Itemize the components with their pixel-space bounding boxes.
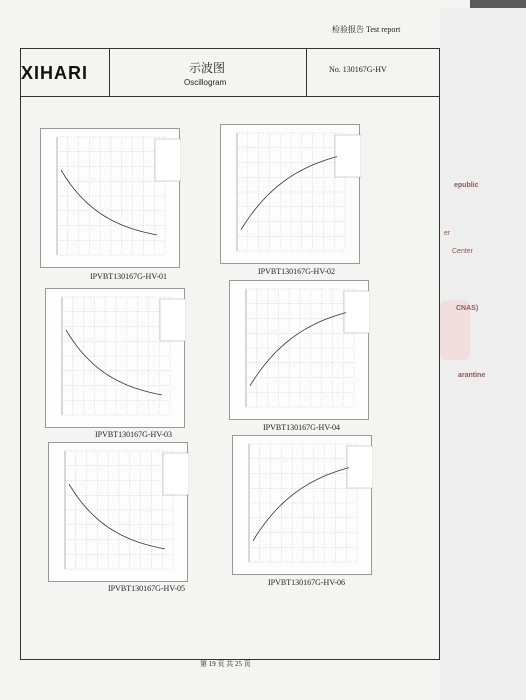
underlying-text: CNAS)	[456, 305, 479, 312]
oscillogram-caption: IPVBT130167G-HV-05	[108, 584, 186, 593]
underlying-text: er	[444, 230, 451, 237]
readout-panel	[335, 135, 361, 177]
document-number: No. 130167G-HV	[329, 65, 387, 74]
readout-panel	[347, 446, 373, 488]
oscillogram-caption: IPVBT130167G-HV-03	[95, 430, 173, 439]
oscillogram-5	[48, 442, 188, 582]
readout-panel	[344, 291, 370, 333]
underlying-text: Center	[452, 248, 474, 255]
waveform-trace	[69, 484, 165, 549]
company-logo: XIHARI	[21, 63, 89, 83]
oscillogram-caption: IPVBT130167G-HV-04	[263, 423, 341, 432]
oscillogram-caption: IPVBT130167G-HV-06	[268, 578, 346, 587]
underlying-text: epublic	[454, 182, 479, 189]
header-row	[21, 49, 439, 97]
report-label: 检验报告 Test report	[332, 25, 401, 34]
waveform-trace	[253, 468, 349, 541]
readout-panel	[155, 139, 181, 181]
oscillogram-caption: IPVBT130167G-HV-02	[258, 267, 336, 276]
oscillogram-4	[229, 280, 369, 420]
readout-panel	[163, 453, 189, 495]
title-chinese: 示波图	[189, 61, 226, 75]
oscillogram-caption: IPVBT130167G-HV-01	[90, 272, 168, 281]
oscillogram-1	[40, 128, 180, 268]
oscillogram-3	[45, 288, 185, 428]
page-footer: 第 19 页 共 25 页	[200, 660, 251, 668]
oscillogram-2	[220, 124, 360, 264]
waveform-trace	[66, 330, 162, 395]
waveform-trace	[61, 170, 157, 235]
title-english: Oscillogram	[184, 78, 227, 87]
underlying-text: arantine	[458, 372, 486, 379]
oscillogram-6	[232, 435, 372, 575]
readout-panel	[160, 299, 186, 341]
waveform-trace	[250, 313, 346, 386]
waveform-trace	[241, 157, 337, 230]
